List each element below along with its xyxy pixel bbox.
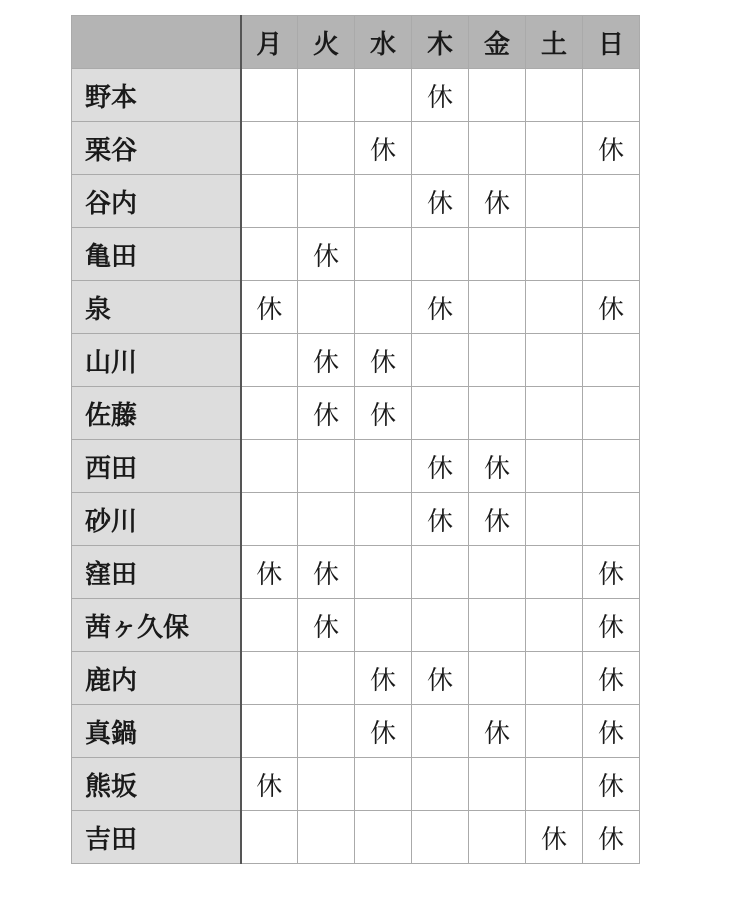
- table-header: [72, 16, 640, 69]
- schedule-cell: [355, 69, 412, 122]
- schedule-cell: 休: [298, 334, 355, 387]
- schedule-cell: [583, 387, 640, 440]
- schedule-cell: [241, 493, 298, 546]
- schedule-cell: 休: [412, 440, 469, 493]
- table-row: [72, 652, 640, 705]
- schedule-cell: [298, 175, 355, 228]
- staff-name-cell: 山川: [72, 334, 241, 387]
- schedule-cell: 休: [583, 652, 640, 705]
- schedule-cell: [469, 228, 526, 281]
- staff-name-cell: 吉田: [72, 811, 241, 864]
- staff-name-cell: 谷内: [72, 175, 241, 228]
- schedule-cell: 休: [355, 387, 412, 440]
- table-body: [72, 69, 640, 864]
- schedule-table: [71, 15, 640, 864]
- schedule-cell: 休: [241, 546, 298, 599]
- schedule-cell: [526, 546, 583, 599]
- schedule-cell: 休: [583, 705, 640, 758]
- schedule-cell: [241, 122, 298, 175]
- schedule-cell: 休: [469, 493, 526, 546]
- schedule-cell: 休: [412, 493, 469, 546]
- schedule-cell: 休: [298, 387, 355, 440]
- day-header-fri: 金: [469, 16, 526, 69]
- schedule-cell: [469, 758, 526, 811]
- schedule-cell: [355, 811, 412, 864]
- schedule-cell: [412, 122, 469, 175]
- staff-name-cell: 窪田: [72, 546, 241, 599]
- schedule-cell: [298, 493, 355, 546]
- schedule-cell: [355, 440, 412, 493]
- schedule-cell: [355, 546, 412, 599]
- schedule-cell: [526, 493, 583, 546]
- table-row: [72, 175, 640, 228]
- schedule-cell: [355, 175, 412, 228]
- schedule-cell: [583, 228, 640, 281]
- schedule-cell: 休: [298, 546, 355, 599]
- schedule-cell: 休: [583, 811, 640, 864]
- table-row: [72, 387, 640, 440]
- table-row: [72, 811, 640, 864]
- schedule-cell: [526, 758, 583, 811]
- schedule-cell: [469, 387, 526, 440]
- schedule-cell: [526, 334, 583, 387]
- schedule-cell: [412, 705, 469, 758]
- staff-name-cell: 西田: [72, 440, 241, 493]
- table-row: [72, 228, 640, 281]
- schedule-cell: [355, 281, 412, 334]
- table-row: [72, 334, 640, 387]
- schedule-cell: [412, 334, 469, 387]
- staff-name-cell: 真鍋: [72, 705, 241, 758]
- schedule-cell: 休: [241, 281, 298, 334]
- schedule-cell: [412, 546, 469, 599]
- schedule-cell: [526, 122, 583, 175]
- schedule-cell: [526, 387, 583, 440]
- staff-name-cell: 佐藤: [72, 387, 241, 440]
- staff-name-cell: 熊坂: [72, 758, 241, 811]
- schedule-cell: [469, 546, 526, 599]
- day-header-mon: 月: [241, 16, 298, 69]
- schedule-cell: [241, 334, 298, 387]
- schedule-cell: 休: [526, 811, 583, 864]
- schedule-cell: 休: [355, 334, 412, 387]
- table-row: [72, 599, 640, 652]
- schedule-cell: [241, 387, 298, 440]
- schedule-cell: [469, 334, 526, 387]
- schedule-cell: 休: [298, 228, 355, 281]
- header-row: [72, 16, 640, 69]
- schedule-cell: [241, 652, 298, 705]
- schedule-cell: 休: [583, 546, 640, 599]
- day-header-thu: 木: [412, 16, 469, 69]
- schedule-cell: [298, 652, 355, 705]
- staff-name-cell: 砂川: [72, 493, 241, 546]
- schedule-cell: [583, 334, 640, 387]
- schedule-cell: [355, 493, 412, 546]
- schedule-cell: [241, 228, 298, 281]
- schedule-cell: [583, 175, 640, 228]
- table-row: [72, 546, 640, 599]
- schedule-cell: [241, 811, 298, 864]
- schedule-cell: [526, 69, 583, 122]
- schedule-cell: [583, 69, 640, 122]
- schedule-cell: [526, 175, 583, 228]
- schedule-cell: [298, 758, 355, 811]
- schedule-cell: [469, 122, 526, 175]
- schedule-cell: [469, 599, 526, 652]
- day-header-tue: 火: [298, 16, 355, 69]
- schedule-cell: 休: [469, 175, 526, 228]
- schedule-cell: 休: [583, 122, 640, 175]
- schedule-cell: [298, 122, 355, 175]
- table-row: [72, 705, 640, 758]
- schedule-cell: [469, 69, 526, 122]
- day-header-wed: 水: [355, 16, 412, 69]
- table-row: [72, 122, 640, 175]
- schedule-cell: [241, 175, 298, 228]
- schedule-cell: 休: [355, 122, 412, 175]
- schedule-cell: [355, 758, 412, 811]
- schedule-cell: 休: [412, 281, 469, 334]
- schedule-cell: 休: [412, 652, 469, 705]
- staff-name-cell: 泉: [72, 281, 241, 334]
- schedule-cell: [412, 228, 469, 281]
- schedule-cell: 休: [412, 175, 469, 228]
- schedule-cell: [298, 440, 355, 493]
- staff-name-cell: 栗谷: [72, 122, 241, 175]
- schedule-cell: 休: [469, 705, 526, 758]
- schedule-cell: 休: [583, 758, 640, 811]
- schedule-cell: [355, 228, 412, 281]
- schedule-cell: [241, 440, 298, 493]
- table-row: [72, 69, 640, 122]
- schedule-cell: [298, 705, 355, 758]
- schedule-cell: [469, 652, 526, 705]
- schedule-cell: [412, 599, 469, 652]
- schedule-cell: 休: [412, 69, 469, 122]
- schedule-cell: [583, 440, 640, 493]
- schedule-cell: 休: [583, 599, 640, 652]
- staff-name-cell: 鹿内: [72, 652, 241, 705]
- schedule-cell: [526, 281, 583, 334]
- schedule-cell: [526, 599, 583, 652]
- schedule-cell: 休: [298, 599, 355, 652]
- table-row: [72, 493, 640, 546]
- schedule-cell: [298, 281, 355, 334]
- schedule-cell: [469, 281, 526, 334]
- schedule-cell: [355, 599, 412, 652]
- schedule-cell: [241, 69, 298, 122]
- schedule-cell: [412, 387, 469, 440]
- schedule-cell: [241, 599, 298, 652]
- schedule-cell: [526, 440, 583, 493]
- table-row: [72, 281, 640, 334]
- schedule-cell: [583, 493, 640, 546]
- schedule-cell: [469, 811, 526, 864]
- schedule-cell: [412, 758, 469, 811]
- schedule-cell: [298, 811, 355, 864]
- schedule-cell: 休: [469, 440, 526, 493]
- table-row: [72, 758, 640, 811]
- schedule-cell: 休: [355, 705, 412, 758]
- header-corner-cell: [72, 16, 241, 69]
- schedule-cell: [412, 811, 469, 864]
- schedule-cell: [526, 228, 583, 281]
- schedule-cell: 休: [241, 758, 298, 811]
- staff-name-cell: 亀田: [72, 228, 241, 281]
- staff-name-cell: 茜ヶ久保: [72, 599, 241, 652]
- schedule-cell: [241, 705, 298, 758]
- day-header-sat: 土: [526, 16, 583, 69]
- day-header-sun: 日: [583, 16, 640, 69]
- schedule-cell: [526, 705, 583, 758]
- schedule-cell: [298, 69, 355, 122]
- schedule-cell: 休: [355, 652, 412, 705]
- schedule-cell: [526, 652, 583, 705]
- table-row: [72, 440, 640, 493]
- staff-name-cell: 野本: [72, 69, 241, 122]
- schedule-cell: 休: [583, 281, 640, 334]
